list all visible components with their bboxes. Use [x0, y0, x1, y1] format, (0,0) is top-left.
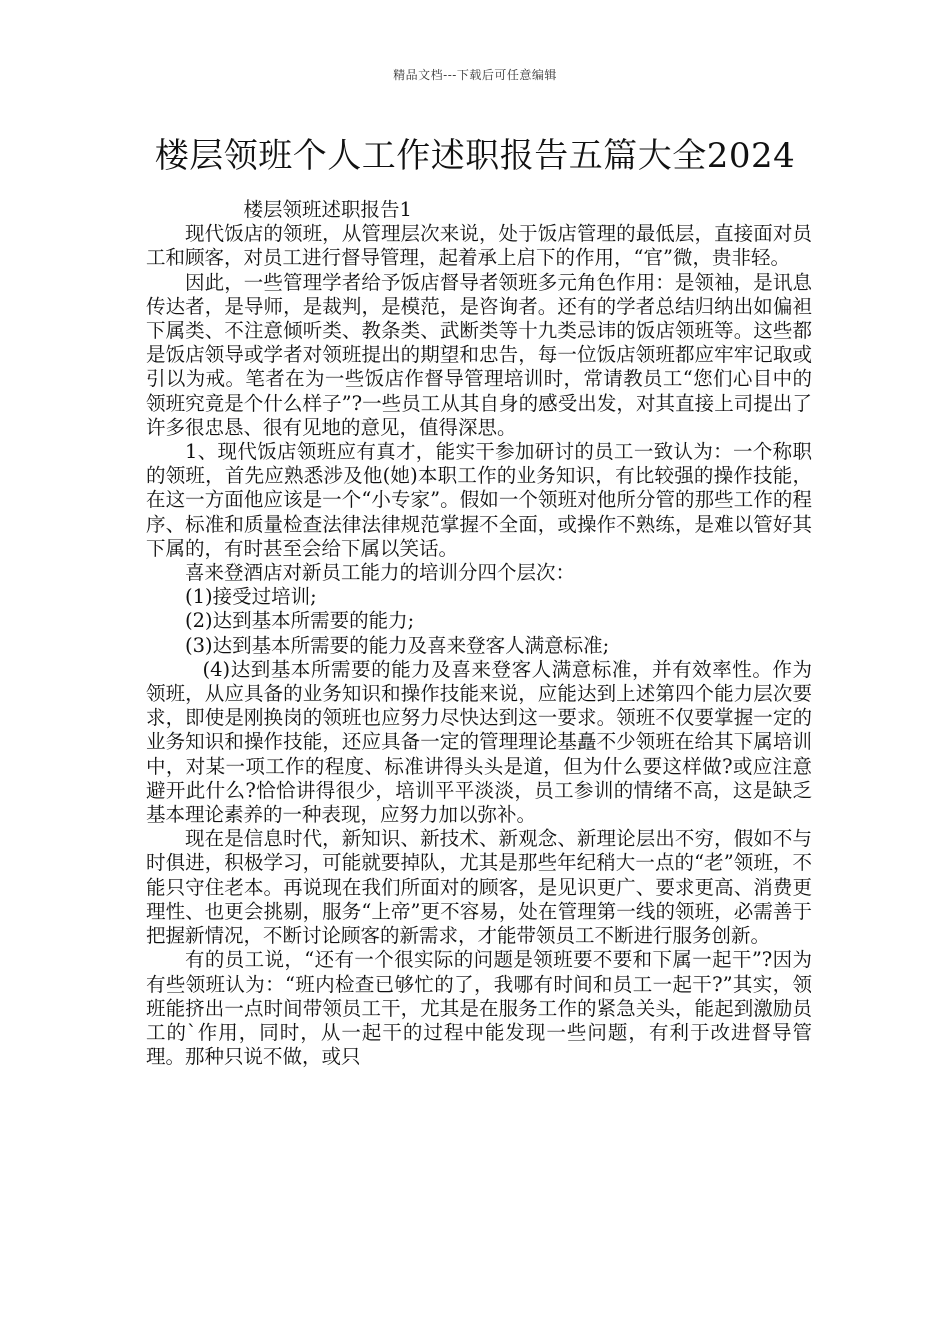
- paragraph: 因此，一些管理学者给予饭店督导者领班多元角色作用：是领袖，是讯息传达者，是导师，是裁判，是模范，是咨询者。还有的学者总结归纳出如偏袒下属类、不注意倾听类、教条类、武断类等十九类忌讳的饭店领班等。这些都是饭店领导或学者对领班提出的期望和忠告，每一位饭店领班都应牢牢记取或引以为戒。笔者在为一些饭店作督导管理培训时，常请教员工“您们心目中的领班究竟是个什么样子”?一些员工从其自身的感受出发，对其直接上司提出了许多很忠恳、很有见地的意见，值得深思。: [146, 270, 812, 439]
- list-item: (2)达到基本所需要的能力;: [185, 609, 415, 633]
- document-title: 楼层领班个人工作述职报告五篇大全2024: [154, 136, 796, 176]
- page-header: 精品文档---下载后可任意编辑: [393, 68, 557, 82]
- list-item: (4)达到基本所需要的能力及喜来登客人满意标准，并有效率性。作为领班，从应具备的业务知识和操作技能来说，应能达到上述第四个能力层次要求，即使是刚换岗的领班也应努力尽快达到这一要求。领班不仅要掌握一定的业务知识和操作技能，还应具备一定的管理理论基矗不少领班在给其下属培训中，对某一项工作的程度、标准讲得头头是道，但为什么要这样做?或应注意避开此什么?恰恰讲得很少，培训平平淡淡，员工参训的情绪不高，这是缺乏基本理论素养的一种表现，应努力加以弥补。: [146, 657, 812, 827]
- paragraph: 1、现代饭店领班应有真才，能实干参加研讨的员工一致认为：一个称职的领班，首先应熟悉涉及他(她)本职工作的业务知识，有比较强的操作技能，在这一方面他应该是一个“小专家”。假如一个领班对他所分管的那些工作的程序、标准和质量检查法律法律规范掌握不全面，或操作不熟练，是难以管好其下属的，有时甚至会给下属以笑话。: [146, 440, 812, 560]
- paragraph: 现代饭店的领班，从管理层次来说，处于饭店管理的最低层，直接面对员工和顾客，对员工进行督导管理，起着承上启下的作用，“官”微，贵非轻。: [146, 222, 812, 270]
- list-item: (3)达到基本所需要的能力及喜来登客人满意标准;: [185, 633, 610, 657]
- paragraph: 有的员工说，“还有一个很实际的问题是领班要不要和下属一起干”?因为有些领班认为：“班内检查已够忙的了，我哪有时间和员工一起干?”其实，领班能挤出一点时间带领员工干，尤其是在服务工作的紧急关头，能起到激励员工的`作用，同时，从一起干的过程中能发现一些问题，有利于改进督导管理。那种只说不做，或只: [146, 948, 812, 1069]
- paragraph: 现在是信息时代，新知识、新技术、新观念、新理论层出不穷，假如不与时俱进，积极学习，可能就要掉队，尤其是那些年纪稍大一点的“老”领班，不能只守住老本。再说现在我们所面对的顾客，是见识更广、要求更高、消费更理性、也更会挑剔，服务“上帝”更不容易，处在管理第一线的领班，必需善于把握新情况，不断讨论顾客的新需求，才能带领员工不断进行服务创新。: [146, 827, 812, 948]
- section-heading: 楼层领班述职报告1: [243, 198, 412, 221]
- list-item: (1)接受过培训;: [185, 585, 317, 609]
- document-body: [146, 198, 812, 1069]
- paragraph: 喜来登酒店对新员工能力的培训分四个层次：: [185, 561, 576, 585]
